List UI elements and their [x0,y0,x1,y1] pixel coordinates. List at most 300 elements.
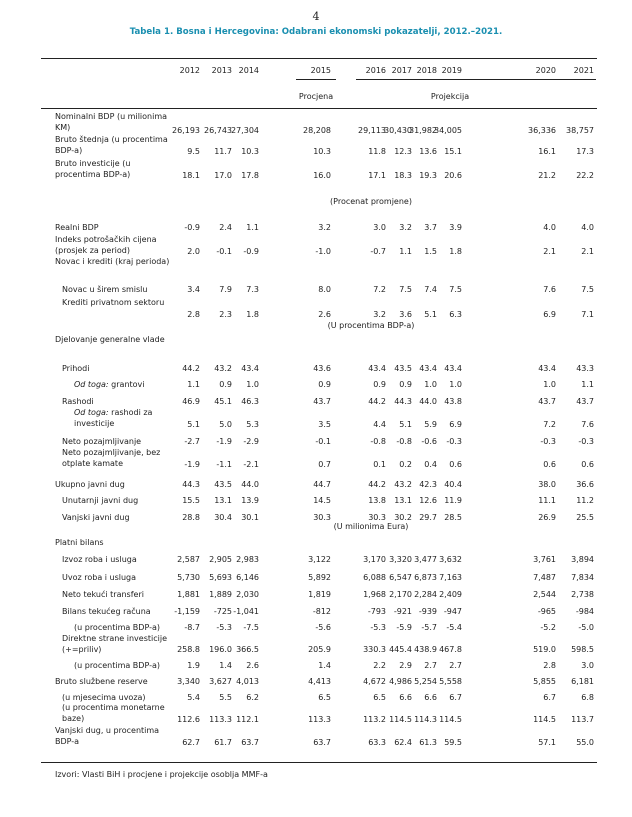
cell-2015: 43.6 [313,364,331,373]
cell-2020: 7,487 [533,573,556,582]
cell-2016: 3,170 [363,555,386,564]
row-label-prefix: Od toga: [74,380,109,389]
cell-2013: 30.4 [214,513,232,522]
row-label-text: grantovi [108,380,145,389]
cell-2017: 44.3 [394,397,412,406]
cell-2013: 196.0 [209,645,232,654]
row-label: Indeks potrošačkih cijena (prosjek za period) [55,235,157,255]
cell-2012: 112.6 [177,715,200,724]
cell-2018: -0.6 [421,437,437,446]
cell-2016: 44.2 [368,397,386,406]
cell-2017: 2.9 [399,661,412,670]
cell-2020: 57.1 [538,738,556,747]
bottom-rule [41,762,597,763]
cell-2012: 18.1 [182,171,200,180]
cell-2018: 114.3 [414,715,437,724]
cell-2013: 43.2 [214,364,232,373]
cell-2019: -0.3 [446,437,462,446]
cell-2020: 2.1 [543,247,556,256]
cell-2012: 1,881 [177,590,200,599]
cell-2012: 44.3 [182,480,200,489]
cell-2019: 15.1 [444,147,462,156]
cell-2020: 114.5 [533,715,556,724]
cell-2014: 5.3 [246,420,259,429]
cell-2012: 5.4 [187,693,200,702]
cell-2012: 44.2 [182,364,200,373]
table-title: Tabela 1. Bosna i Hercegovina: Odabrani ekonomski pokazatelji, 2012.–2021. [129,27,503,37]
cell-2020: 7.2 [543,420,556,429]
cell-2014: 17.8 [241,171,259,180]
row-label: Vanjski dug, u procentima BDP-a [55,726,160,746]
cell-2020: 6.9 [543,310,556,319]
cell-2021: 43.3 [576,364,594,373]
cell-2014: 63.7 [241,738,259,747]
cell-2018: 31,982 [409,126,437,135]
cell-2014: 6,146 [236,573,259,582]
cell-2014: 1.1 [246,223,259,232]
cell-2017: 3,320 [389,555,412,564]
cell-2019: 43.4 [444,364,462,373]
cell-2013: 5.5 [219,693,232,702]
page-number: 4 [312,10,320,23]
cell-2013: 3,627 [209,677,232,686]
cell-2019: 59.5 [444,738,462,747]
section-mil-eur: (U milionima Eura) [333,522,409,531]
cell-2013: 43.5 [214,480,232,489]
cell-2012: 2.8 [187,310,200,319]
cell-2017: 62.4 [394,738,412,747]
cell-2015: 1.4 [318,661,331,670]
cell-2015: 5,892 [308,573,331,582]
cell-2014: 44.0 [241,480,259,489]
cell-2019: 2.7 [449,661,462,670]
cell-2016: -0.8 [370,437,386,446]
cell-2021: 6.8 [581,693,594,702]
cell-2018: 2.7 [424,661,437,670]
cell-2021: 2,738 [571,590,594,599]
cell-2012: 2,587 [177,555,200,564]
cell-2019: 34,005 [434,126,462,135]
cell-2020: 43.7 [538,397,556,406]
cell-2016: 7.2 [373,285,386,294]
cell-2015: 3,122 [308,555,331,564]
cell-2015: 1,819 [308,590,331,599]
cell-2015: 0.9 [318,380,331,389]
cell-2019: 467.8 [439,645,462,654]
cell-2021: 4.0 [581,223,594,232]
row-label: Bruto štednja (u procentima BDP-a) [55,135,168,155]
row-label: Uvoz roba i usluga [62,573,137,582]
header-bottom-rule [41,108,597,109]
cell-2014: 4,013 [236,677,259,686]
cell-2016: 0.9 [373,380,386,389]
cell-2012: 1.1 [187,380,200,389]
row-label: Vanjski javni dug [62,513,130,522]
cell-2021: 598.5 [571,645,594,654]
cell-2017: 1.1 [399,247,412,256]
row-label: Neto tekući transferi [62,590,144,599]
cell-2018: -5.7 [421,623,437,632]
cell-2020: 4.0 [543,223,556,232]
cell-2015: 2.6 [318,310,331,319]
cell-2020: -5.2 [540,623,556,632]
row-label: Prihodi [62,364,90,373]
row-label: (u procentima monetarne baze) [62,703,165,723]
cell-2014: 366.5 [236,645,259,654]
cell-2015: 10.3 [313,147,331,156]
cell-2017: 6.6 [399,693,412,702]
row-label: Nominalni BDP (u milionima KM) [55,112,168,132]
cell-2015: -1.0 [315,247,331,256]
cell-2017: 445.4 [389,645,412,654]
cell-2019: 114.5 [439,715,462,724]
cell-2016: 0.1 [373,460,386,469]
cell-2019: -947 [443,607,462,616]
cell-2013: 61.7 [214,738,232,747]
row-label: Direktne strane investicije (+=priliv) [62,634,167,654]
cell-2018: 7.4 [424,285,437,294]
cell-2020: 7.6 [543,285,556,294]
cell-2021: 1.1 [581,380,594,389]
cell-2017: 2,170 [389,590,412,599]
row-label: Bruto službene reserve [55,677,148,686]
row-label-text: rashodi za investicije [74,408,153,428]
row-label: Neto pozajmljivanje, bez otplate kamate [62,448,161,468]
row-label: (u procentima BDP-a) [74,661,161,670]
cell-2021: -5.0 [578,623,594,632]
cell-2015: 3.5 [318,420,331,429]
cell-2017: 6,547 [389,573,412,582]
cell-2013: 11.7 [214,147,232,156]
cell-2012: 62.7 [182,738,200,747]
cell-2015: 43.7 [313,397,331,406]
cell-2012: 15.5 [182,496,200,505]
cell-2018: 3.7 [424,223,437,232]
row-label: Djelovanje generalne vlade [55,335,165,344]
year-header-2019: 2019 [441,66,462,75]
cell-2018: 44.0 [419,397,437,406]
row-label: Novac i krediti (kraj perioda) [55,257,170,266]
cell-2017: 12.3 [394,147,412,156]
cell-2019: 3.9 [449,223,462,232]
cell-2015: 44.7 [313,480,331,489]
cell-2016: 13.8 [368,496,386,505]
section-pct-gdp: (U procentima BDP-a) [327,321,415,330]
cell-2013: 7.9 [219,285,232,294]
year-header-2018: 2018 [416,66,437,75]
cell-2020: 2,544 [533,590,556,599]
cell-2018: 6.6 [424,693,437,702]
cell-2016: 1,968 [363,590,386,599]
estimate-label: Procjena [298,92,334,101]
cell-2018: 6,873 [414,573,437,582]
cell-2017: 3.2 [399,223,412,232]
cell-2018: 29.7 [419,513,437,522]
row-label: (u procentima BDP-a) [74,623,161,632]
cell-2021: 6,181 [571,677,594,686]
cell-2016: 3.2 [373,310,386,319]
cell-2015: 205.9 [308,645,331,654]
cell-2014: 6.2 [246,693,259,702]
cell-2019: 43.8 [444,397,462,406]
cell-2020: 519.0 [533,645,556,654]
cell-2013: -5.3 [216,623,232,632]
cell-2018: 42.3 [419,480,437,489]
cell-2014: 46.3 [241,397,259,406]
cell-2019: -5.4 [446,623,462,632]
cell-2018: 438.9 [414,645,437,654]
cell-2020: 38.0 [538,480,556,489]
cell-2013: 45.1 [214,397,232,406]
cell-2012: 5.1 [187,420,200,429]
row-label-prefix: Od toga: [74,408,109,417]
cell-2016: 63.3 [368,738,386,747]
cell-2015: 14.5 [313,496,331,505]
cell-2020: 36,336 [528,126,556,135]
cell-2017: 0.2 [399,460,412,469]
cell-2020: 5,855 [533,677,556,686]
cell-2019: 1.0 [449,380,462,389]
cell-2012: 5,730 [177,573,200,582]
cell-2013: 5,693 [209,573,232,582]
cell-2013: 2.4 [219,223,232,232]
top-rule [41,58,597,59]
cell-2014: -2.9 [243,437,259,446]
year-header-2016: 2016 [365,66,386,75]
cell-2012: 2.0 [187,247,200,256]
cell-2014: 30.1 [241,513,259,522]
cell-2015: 113.3 [308,715,331,724]
row-label: Bilans tekućeg računa [62,607,151,616]
cell-2019: 7,163 [439,573,462,582]
cell-2014: 27,304 [231,126,259,135]
cell-2021: 3.0 [581,661,594,670]
cell-2020: 2.8 [543,661,556,670]
row-label: Krediti privatnom sektoru [62,298,165,307]
cell-2018: 1.0 [424,380,437,389]
row-label: Platni bilans [55,538,104,547]
cell-2016: 4,672 [363,677,386,686]
section-pct-change: (Procenat promjene) [330,197,412,206]
cell-2021: -984 [575,607,594,616]
cell-2018: 5.9 [424,420,437,429]
cell-2016: 43.4 [368,364,386,373]
cell-2021: 22.2 [576,171,594,180]
row-label: Unutarnji javni dug [62,496,139,505]
cell-2013: 2,905 [209,555,232,564]
cell-2013: 17.0 [214,171,232,180]
cell-2017: 4,986 [389,677,412,686]
cell-2018: 19.3 [419,171,437,180]
cell-2015: -812 [312,607,331,616]
cell-2012: 26,193 [172,126,200,135]
cell-2021: 17.3 [576,147,594,156]
cell-2019: 3,632 [439,555,462,564]
cell-2014: 13.9 [241,496,259,505]
cell-2013: 2.3 [219,310,232,319]
cell-2012: 1.9 [187,661,200,670]
cell-2016: -793 [367,607,386,616]
cell-2014: 1.8 [246,310,259,319]
cell-2021: 0.6 [581,460,594,469]
cell-2021: 38,757 [566,126,594,135]
cell-2017: 30,430 [384,126,412,135]
cell-2019: 0.6 [449,460,462,469]
cell-2014: 43.4 [241,364,259,373]
cell-2021: 7.6 [581,420,594,429]
cell-2014: 7.3 [246,285,259,294]
row-label: Bruto investicije (u procentima BDP-a) [55,159,131,179]
cell-2020: 3,761 [533,555,556,564]
cell-2019: 6.3 [449,310,462,319]
cell-2015: 16.0 [313,171,331,180]
cell-2013: 13.1 [214,496,232,505]
cell-2014: -7.5 [243,623,259,632]
projection-label: Projekcija [430,92,470,101]
cell-2018: 5.1 [424,310,437,319]
cell-2015: 30.3 [313,513,331,522]
cell-2013: 26,743 [204,126,232,135]
cell-2021: 11.2 [576,496,594,505]
cell-2020: 11.1 [538,496,556,505]
cell-2014: 10.3 [241,147,259,156]
cell-2021: 113.7 [571,715,594,724]
cell-2015: 6.5 [318,693,331,702]
cell-2016: 17.1 [368,171,386,180]
cell-2016: 30.3 [368,513,386,522]
cell-2017: 7.5 [399,285,412,294]
cell-2017: -921 [393,607,412,616]
cell-2017: 18.3 [394,171,412,180]
cell-2015: 3.2 [318,223,331,232]
cell-2016: 44.2 [368,480,386,489]
cell-2019: 28.5 [444,513,462,522]
cell-2013: -0.1 [216,247,232,256]
cell-2017: 43.5 [394,364,412,373]
row-label: Izvoz roba i usluga [62,555,137,564]
cell-2012: -0.9 [184,223,200,232]
cell-2017: 5.1 [399,420,412,429]
cell-2020: 21.2 [538,171,556,180]
cell-2016: 6.5 [373,693,386,702]
cell-2020: 0.6 [543,460,556,469]
cell-2012: -2.7 [184,437,200,446]
cell-2016: 330.3 [363,645,386,654]
cell-2014: -0.9 [243,247,259,256]
cell-2019: 7.5 [449,285,462,294]
cell-2012: 258.8 [177,645,200,654]
cell-2019: 11.9 [444,496,462,505]
estimate-rule [296,79,336,80]
cell-2017: 43.2 [394,480,412,489]
cell-2012: -8.7 [184,623,200,632]
cell-2019: 40.4 [444,480,462,489]
cell-2016: 3.0 [373,223,386,232]
cell-2013: 113.3 [209,715,232,724]
cell-2021: 55.0 [576,738,594,747]
cell-2021: 7.1 [581,310,594,319]
cell-2018: 12.6 [419,496,437,505]
cell-2012: 3,340 [177,677,200,686]
year-header-2013: 2013 [211,66,232,75]
cell-2019: 1.8 [449,247,462,256]
cell-2014: 1.0 [246,380,259,389]
cell-2017: -5.9 [396,623,412,632]
source-note: Izvori: Vlasti BiH i procjene i projekcije osoblja MMF-a [55,770,268,779]
cell-2021: -0.3 [578,437,594,446]
cell-2013: -1.9 [216,437,232,446]
row-label: (u mjesecima uvoza) [62,693,146,702]
year-header-2015: 2015 [310,66,331,75]
cell-2018: 3,477 [414,555,437,564]
cell-2012: 9.5 [187,147,200,156]
cell-2013: 5.0 [219,420,232,429]
projection-rule [356,79,596,80]
cell-2016: 4.4 [373,420,386,429]
cell-2019: 2,409 [439,590,462,599]
cell-2017: 114.5 [389,715,412,724]
cell-2019: 6.9 [449,420,462,429]
cell-2015: -5.6 [315,623,331,632]
year-header-2021: 2021 [573,66,594,75]
row-label: Realni BDP [55,223,99,232]
cell-2014: 2,030 [236,590,259,599]
cell-2012: -1.9 [184,460,200,469]
cell-2014: 112.1 [236,715,259,724]
cell-2015: 28,208 [303,126,331,135]
cell-2017: 0.9 [399,380,412,389]
cell-2015: 4,413 [308,677,331,686]
cell-2016: 29,113 [358,126,386,135]
cell-2013: 1,889 [209,590,232,599]
row-label: Rashodi [62,397,94,406]
row-label: Ukupno javni dug [55,480,125,489]
cell-2018: 1.5 [424,247,437,256]
cell-2018: 61.3 [419,738,437,747]
cell-2013: -1.1 [216,460,232,469]
cell-2014: -2.1 [243,460,259,469]
cell-2020: 43.4 [538,364,556,373]
cell-2021: 43.7 [576,397,594,406]
cell-2016: -0.7 [370,247,386,256]
cell-2020: -0.3 [540,437,556,446]
cell-2018: 13.6 [419,147,437,156]
cell-2014: 2,983 [236,555,259,564]
cell-2019: 6.7 [449,693,462,702]
cell-2016: 113.2 [363,715,386,724]
cell-2016: -5.3 [370,623,386,632]
cell-2017: 13.1 [394,496,412,505]
cell-2018: 0.4 [424,460,437,469]
cell-2020: -965 [537,607,556,616]
year-header-2017: 2017 [391,66,412,75]
row-label: Neto pozajmljivanje [62,437,142,446]
cell-2021: 7.5 [581,285,594,294]
cell-2020: 26.9 [538,513,556,522]
cell-2020: 16.1 [538,147,556,156]
cell-2021: 25.5 [576,513,594,522]
cell-2014: -1,041 [233,607,259,616]
cell-2013: 0.9 [219,380,232,389]
cell-2015: 63.7 [313,738,331,747]
cell-2016: 2.2 [373,661,386,670]
cell-2012: 3.4 [187,285,200,294]
cell-2012: 46.9 [182,397,200,406]
cell-2013: -725 [213,607,232,616]
cell-2021: 7,834 [571,573,594,582]
cell-2018: 2,284 [414,590,437,599]
cell-2012: 28.8 [182,513,200,522]
